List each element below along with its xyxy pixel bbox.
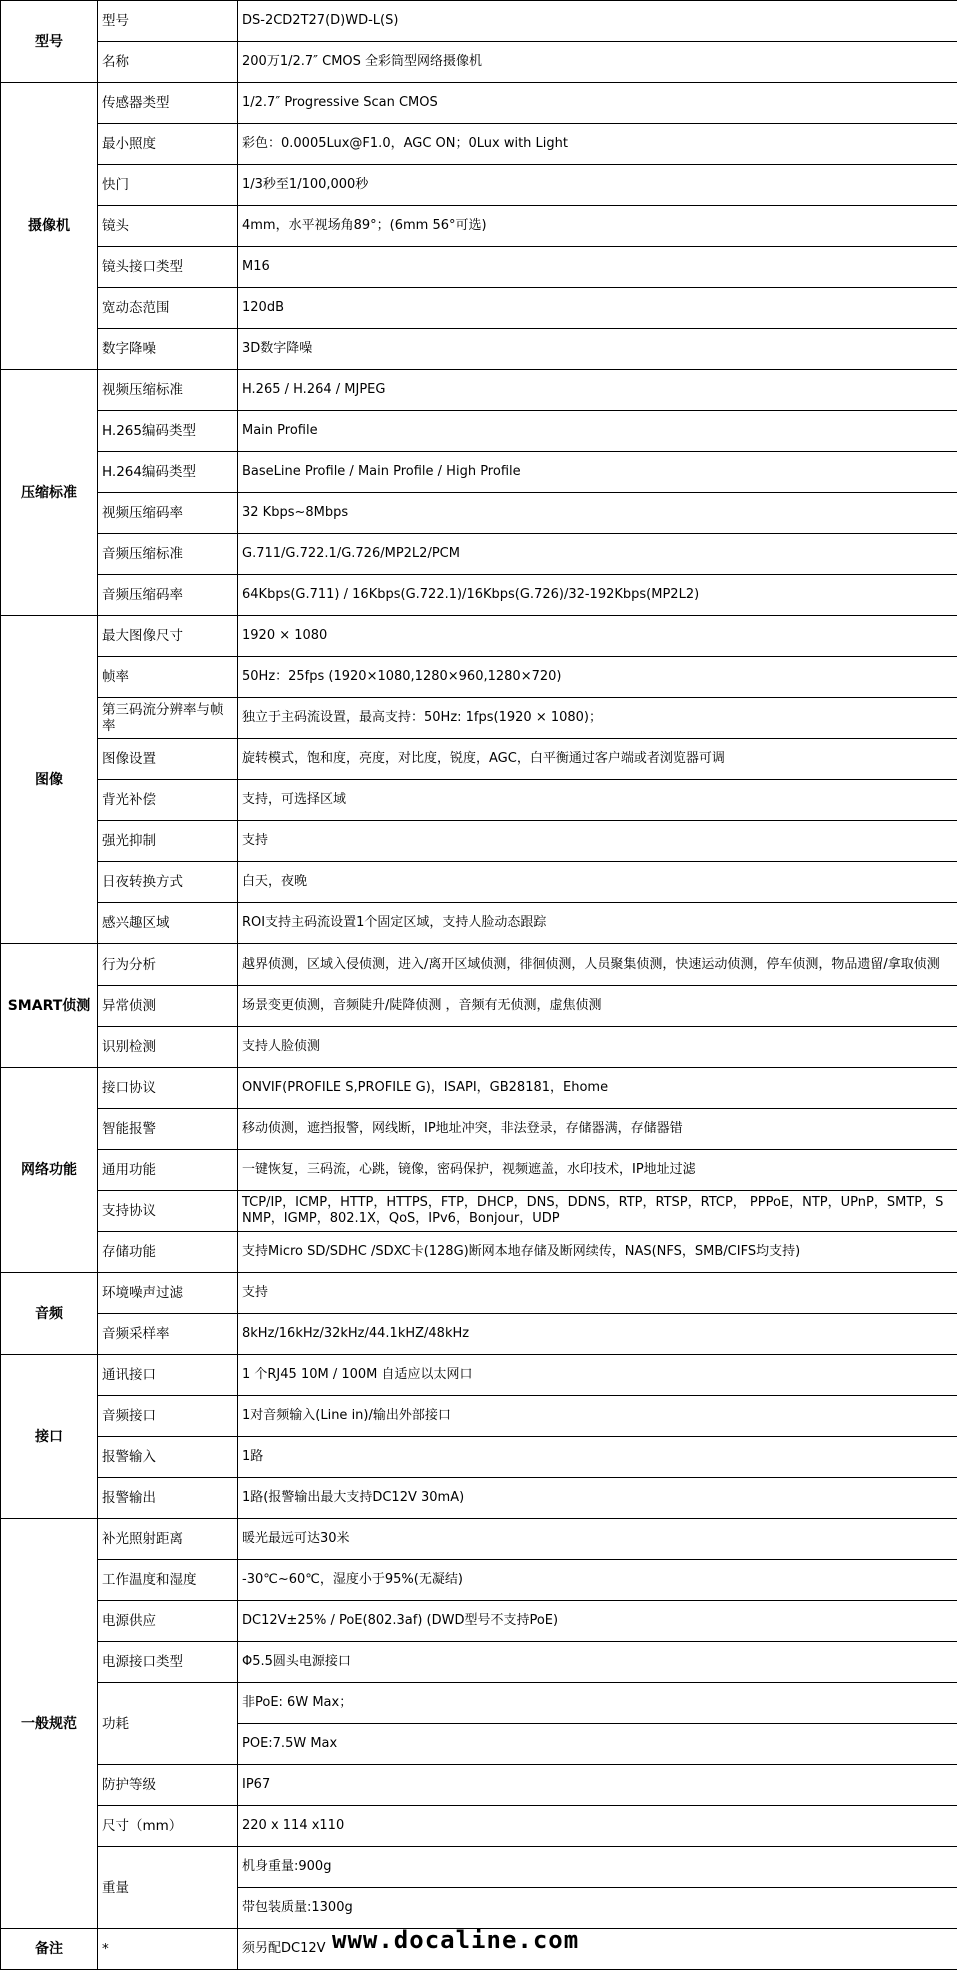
field-value: 带包装质量:1300g [238,1888,957,1929]
watermark: www.docaline.com [332,1926,579,1954]
field-label: 宽动态范围 [98,288,238,329]
spec-table-body [1,1,957,1970]
field-label: 补光照射距离 [98,1519,238,1560]
field-label: 接口协议 [98,1068,238,1109]
field-value: 200万1/2.7″ CMOS 全彩筒型网络摄像机 [238,42,957,83]
spec-row [1,1355,957,1396]
field-label: 通讯接口 [98,1355,238,1396]
field-value: 白天，夜晚 [238,862,957,903]
field-value: DC12V±25% / PoE(802.3af) (DWD型号不支持PoE) [238,1601,957,1642]
field-label: H.265编码类型 [98,411,238,452]
field-label: 工作温度和湿度 [98,1560,238,1601]
spec-row [1,1519,957,1560]
field-value: 移动侦测，遮挡报警，网线断，IP地址冲突，非法登录，存储器满，存储器错 [238,1109,957,1150]
field-value: 越界侦测，区域入侵侦测，进入/离开区域侦测，徘徊侦测，人员聚集侦测，快速运动侦测，停车侦测，物品遗留/拿取侦测 [238,944,957,986]
spec-row [1,83,957,124]
spec-row [1,862,957,903]
field-value: 一键恢复，三码流，心跳，镜像，密码保护，视频遮盖，水印技术，IP地址过滤 [238,1150,957,1191]
field-label: 报警输出 [98,1478,238,1519]
field-label: 音频采样率 [98,1314,238,1355]
field-value: Main Profile [238,411,957,452]
spec-row [1,493,957,534]
field-label: 通用功能 [98,1150,238,1191]
section-name: 图像 [1,616,98,944]
field-label: 强光抑制 [98,821,238,862]
field-value: Φ5.5圆头电源接口 [238,1642,957,1683]
field-label: 视频压缩标准 [98,370,238,411]
field-label: 行为分析 [98,944,238,986]
field-value: 暖光最远可达30米 [238,1519,957,1560]
field-value: 场景变更侦测，音频陡升/陡降侦测 ，音频有无侦测，虚焦侦测 [238,986,957,1027]
section-name: 接口 [1,1355,98,1519]
field-value: 1 个RJ45 10M / 100M 自适应以太网口 [238,1355,957,1396]
field-value: 32 Kbps~8Mbps [238,493,957,534]
field-label: 异常侦测 [98,986,238,1027]
spec-row [1,616,957,657]
field-label: 日夜转换方式 [98,862,238,903]
spec-row [1,1,957,42]
field-value: -30℃~60℃，湿度小于95%(无凝结) [238,1560,957,1601]
field-value: 3D数字降噪 [238,329,957,370]
spec-row [1,206,957,247]
field-value: 64Kbps(G.711) / 16Kbps(G.722.1)/16Kbps(G.726)/32-192Kbps(MP2L2) [238,575,957,616]
spec-row [1,1437,957,1478]
spec-row [1,1027,957,1068]
spec-row [1,986,957,1027]
field-label: 型号 [98,1,238,42]
field-label: 防护等级 [98,1765,238,1806]
field-label: 环境噪声过滤 [98,1273,238,1314]
section-name: SMART侦测 [1,944,98,1068]
field-value: 1路(报警输出最大支持DC12V 30mA) [238,1478,957,1519]
field-label: 音频压缩标准 [98,534,238,575]
spec-row [1,1642,957,1683]
field-value: 1路 [238,1437,957,1478]
spec-row [1,903,957,944]
field-label: * [98,1929,238,1970]
spec-row [1,124,957,165]
field-value: BaseLine Profile / Main Profile / High Profile [238,452,957,493]
field-value: 4mm，水平视场角89°；(6mm 56°可选) [238,206,957,247]
field-value: 支持，可选择区域 [238,780,957,821]
field-value: ROI支持主码流设置1个固定区域，支持人脸动态跟踪 [238,903,957,944]
field-label: 感兴趣区域 [98,903,238,944]
field-label: 背光补偿 [98,780,238,821]
field-label: 尺寸（mm） [98,1806,238,1847]
field-value: ONVIF(PROFILE S,PROFILE G)，ISAPI，GB28181，Ehome [238,1068,957,1109]
field-value: 支持人脸侦测 [238,1027,957,1068]
spec-row [1,370,957,411]
spec-row [1,42,957,83]
spec-row [1,1191,957,1232]
field-value: 1920 × 1080 [238,616,957,657]
field-label: 名称 [98,42,238,83]
field-label: 镜头接口类型 [98,247,238,288]
spec-row [1,657,957,698]
section-name: 备注 [1,1929,98,1970]
spec-row [1,739,957,780]
field-value: 1对音频输入(Line in)/输出外部接口 [238,1396,957,1437]
field-value: 120dB [238,288,957,329]
field-value: 支持 [238,1273,957,1314]
field-value: 50Hz：25fps (1920×1080,1280×960,1280×720) [238,657,957,698]
field-value: 支持 [238,821,957,862]
spec-row [1,1765,957,1806]
field-label: 报警输入 [98,1437,238,1478]
field-label: 重量 [98,1847,238,1929]
section-name: 摄像机 [1,83,98,370]
spec-row [1,452,957,493]
field-label: 电源供应 [98,1601,238,1642]
spec-row [1,1806,957,1847]
field-label: 最大图像尺寸 [98,616,238,657]
spec-row [1,411,957,452]
section-name: 一般规范 [1,1519,98,1929]
spec-row [1,1560,957,1601]
spec-row [1,247,957,288]
field-label: 识别检测 [98,1027,238,1068]
section-name: 网络功能 [1,1068,98,1273]
field-value: 机身重量:900g [238,1847,957,1888]
spec-row [1,780,957,821]
spec-row [1,165,957,206]
spec-row [1,329,957,370]
spec-row [1,1232,957,1273]
section-name: 音频 [1,1273,98,1355]
spec-row [1,1273,957,1314]
field-value: G.711/G.722.1/G.726/MP2L2/PCM [238,534,957,575]
field-label: 功耗 [98,1683,238,1765]
field-label: 传感器类型 [98,83,238,124]
field-value: 彩色：0.0005Lux@F1.0，AGC ON；0Lux with Light [238,124,957,165]
field-value: DS-2CD2T27(D)WD-L(S) [238,1,957,42]
field-value: TCP/IP，ICMP，HTTP，HTTPS，FTP，DHCP，DNS，DDNS，RTP，RTSP，RTCP， PPPoE，NTP，UPnP，SMTP，SNMP，IGMP，802.1X，QoS，IPv6，Bonjour，UDP [238,1191,957,1232]
spec-row [1,1683,957,1724]
field-value: 旋转模式，饱和度，亮度，对比度，锐度，AGC，白平衡通过客户端或者浏览器可调 [238,739,957,780]
spec-row [1,944,957,986]
field-label: 音频接口 [98,1396,238,1437]
spec-row [1,1929,957,1970]
spec-row [1,698,957,739]
spec-row [1,1396,957,1437]
field-value: 非PoE: 6W Max； [238,1683,957,1724]
field-label: 电源接口类型 [98,1642,238,1683]
field-label: 存储功能 [98,1232,238,1273]
field-label: H.264编码类型 [98,452,238,493]
field-label: 音频压缩码率 [98,575,238,616]
section-name: 型号 [1,1,98,83]
section-name: 压缩标准 [1,370,98,616]
field-value: 8kHz/16kHz/32kHz/44.1kHZ/48kHz [238,1314,957,1355]
spec-row [1,1314,957,1355]
spec-row [1,1847,957,1888]
field-value: IP67 [238,1765,957,1806]
field-label: 帧率 [98,657,238,698]
field-label: 第三码流分辨率与帧率 [98,698,238,739]
field-label: 智能报警 [98,1109,238,1150]
spec-row [1,1601,957,1642]
field-label: 视频压缩码率 [98,493,238,534]
spec-row [1,534,957,575]
spec-row [1,575,957,616]
field-value: H.265 / H.264 / MJPEG [238,370,957,411]
field-label: 图像设置 [98,739,238,780]
field-value: 须另配DC12V [238,1929,957,1970]
spec-row [1,1150,957,1191]
field-value: POE:7.5W Max [238,1724,957,1765]
field-value: 1/2.7″ Progressive Scan CMOS [238,83,957,124]
field-label: 快门 [98,165,238,206]
spec-row [1,288,957,329]
field-label: 最小照度 [98,124,238,165]
field-label: 镜头 [98,206,238,247]
field-value: 独立于主码流设置，最高支持：50Hz: 1fps(1920 × 1080)； [238,698,957,739]
field-label: 数字降噪 [98,329,238,370]
field-value: 支持Micro SD/SDHC /SDXC卡(128G)断网本地存储及断网续传，NAS(NFS，SMB/CIFS均支持) [238,1232,957,1273]
spec-row [1,1109,957,1150]
field-value: 220 x 114 x110 [238,1806,957,1847]
spec-row [1,1478,957,1519]
field-label: 支持协议 [98,1191,238,1232]
spec-row [1,821,957,862]
field-value: 1/3秒至1/100,000秒 [238,165,957,206]
field-value: M16 [238,247,957,288]
spec-row [1,1068,957,1109]
